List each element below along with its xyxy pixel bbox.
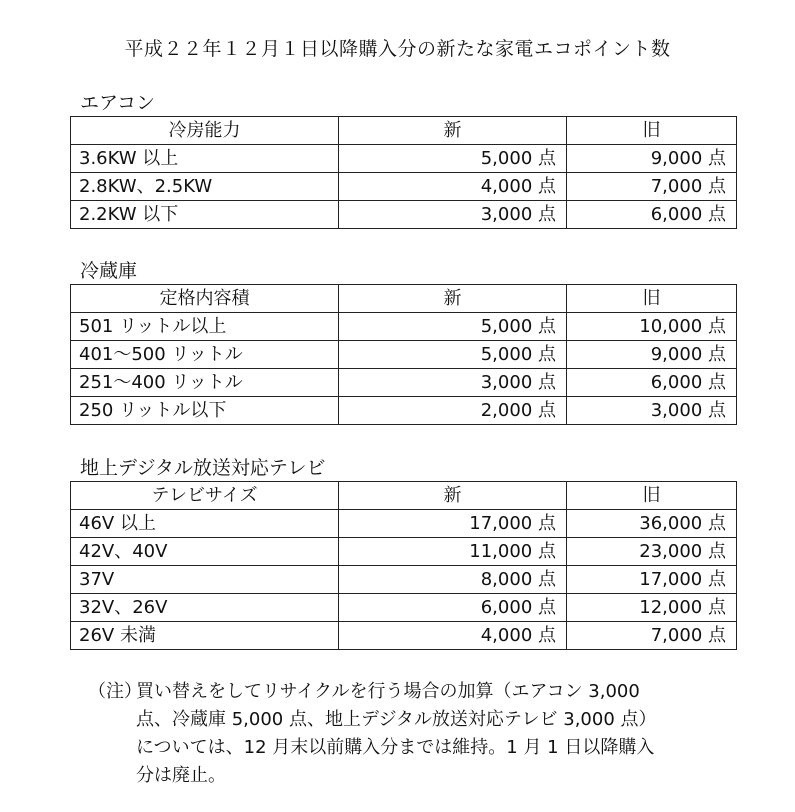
footnote-line: 分は廃止。	[136, 765, 226, 786]
document-title: 平成２２年１２月１日以降購入分の新たな家電エコポイント数	[124, 38, 671, 60]
new-points: 5,000 点	[339, 145, 567, 173]
row-label: 26V 未満	[71, 622, 339, 650]
footnote-prefix: （注）	[88, 681, 142, 702]
table-row	[71, 510, 737, 538]
table-row	[71, 201, 737, 229]
old-points: 7,000 点	[567, 173, 737, 201]
row-label: 2.2KW 以下	[71, 201, 339, 229]
old-points: 3,000 点	[567, 397, 737, 425]
row-label: 401～500 リットル	[71, 341, 339, 369]
old-points: 7,000 点	[567, 622, 737, 650]
old-points: 17,000 点	[567, 566, 737, 594]
column-header-old: 旧	[567, 482, 737, 510]
table-header-row	[71, 482, 737, 510]
row-label: 32V、26V	[71, 594, 339, 622]
footnote-line	[88, 678, 738, 706]
row-label: 46V 以上	[71, 510, 339, 538]
points-table-aircon	[70, 116, 737, 229]
new-points: 3,000 点	[339, 369, 567, 397]
column-header-old: 旧	[567, 285, 737, 313]
new-points: 4,000 点	[339, 622, 567, 650]
column-header-new: 新	[339, 285, 567, 313]
new-points: 6,000 点	[339, 594, 567, 622]
row-label: 42V、40V	[71, 538, 339, 566]
section-digital-tv	[70, 455, 736, 650]
new-points: 2,000 点	[339, 397, 567, 425]
section-title: エアコン	[80, 92, 156, 114]
points-table-refrigerator	[70, 284, 737, 425]
new-points: 5,000 点	[339, 341, 567, 369]
table-row	[71, 566, 737, 594]
footnote-text: 買い替えをしてリサイクルを行う場合の加算（エアコン 3,000	[136, 681, 640, 702]
footnote-line: については、12 月末以前購入分までは維持。1 月 1 日以降購入	[136, 737, 655, 758]
column-header-new: 新	[339, 482, 567, 510]
old-points: 6,000 点	[567, 369, 737, 397]
table-header-row	[71, 117, 737, 145]
old-points: 6,000 点	[567, 201, 737, 229]
row-label: 501 リットル以上	[71, 313, 339, 341]
row-label: 3.6KW 以上	[71, 145, 339, 173]
old-points: 23,000 点	[567, 538, 737, 566]
old-points: 9,000 点	[567, 341, 737, 369]
footnote-line: 点、冷蔵庫 5,000 点、地上デジタル放送対応テレビ 3,000 点）	[136, 709, 657, 730]
row-label: 37V	[71, 566, 339, 594]
new-points: 8,000 点	[339, 566, 567, 594]
column-header-new: 新	[339, 117, 567, 145]
new-points: 17,000 点	[339, 510, 567, 538]
points-table-tv	[70, 481, 737, 650]
table-row	[71, 145, 737, 173]
table-row	[71, 369, 737, 397]
row-label: 2.8KW、2.5KW	[71, 173, 339, 201]
section-title: 地上デジタル放送対応テレビ	[80, 457, 326, 479]
table-row	[71, 313, 737, 341]
table-row	[71, 397, 737, 425]
table-row	[71, 341, 737, 369]
new-points: 4,000 点	[339, 173, 567, 201]
column-header-old: 旧	[567, 117, 737, 145]
old-points: 36,000 点	[567, 510, 737, 538]
table-row	[71, 594, 737, 622]
table-row	[71, 622, 737, 650]
old-points: 10,000 点	[567, 313, 737, 341]
old-points: 9,000 点	[567, 145, 737, 173]
section-aircon	[70, 90, 736, 229]
row-label: 250 リットル以下	[71, 397, 339, 425]
new-points: 5,000 点	[339, 313, 567, 341]
new-points: 3,000 点	[339, 201, 567, 229]
table-row	[71, 538, 737, 566]
column-header-spec: 冷房能力	[71, 117, 339, 145]
section-title: 冷蔵庫	[80, 260, 138, 282]
new-points: 11,000 点	[339, 538, 567, 566]
old-points: 12,000 点	[567, 594, 737, 622]
section-refrigerator	[70, 258, 736, 425]
column-header-spec: テレビサイズ	[71, 482, 339, 510]
table-header-row	[71, 285, 737, 313]
column-header-spec: 定格内容積	[71, 285, 339, 313]
footnote	[88, 678, 738, 790]
table-row	[71, 173, 737, 201]
row-label: 251～400 リットル	[71, 369, 339, 397]
